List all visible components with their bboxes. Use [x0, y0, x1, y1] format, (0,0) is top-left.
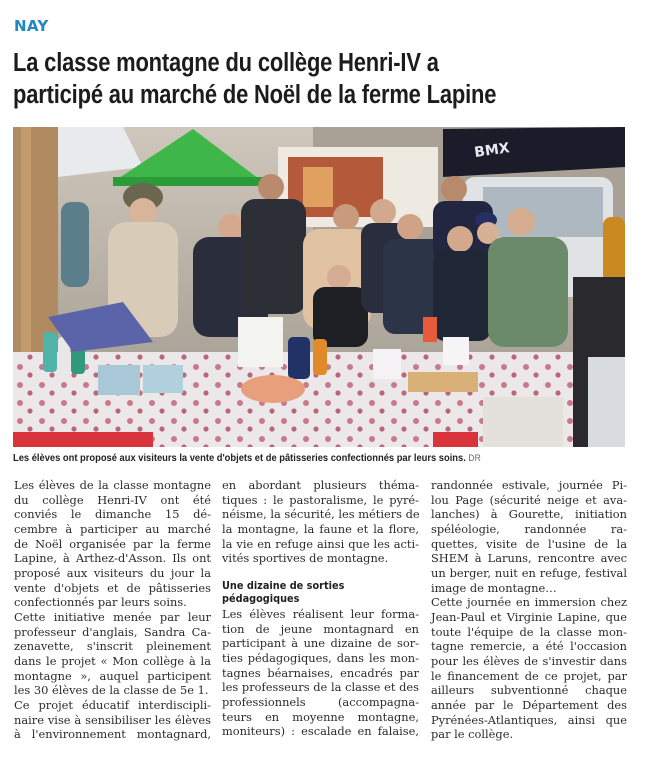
- body-line: de Noël organisée par la ferme: [14, 536, 211, 551]
- body-line: zenavette, s'inscrit pleinement: [14, 639, 211, 654]
- article-photo: [13, 127, 625, 447]
- body-line: un berger, nuit en refuge, festival: [431, 565, 627, 580]
- body-line: pour les élèves de s'investir dans: [431, 653, 627, 668]
- body-line: Pyrénées-Atlantiques, ainsi que: [431, 712, 627, 727]
- photo-credit: DR: [468, 453, 481, 464]
- article-column-3: [431, 478, 627, 742]
- body-line: Les élèves de la classe montagne: [14, 478, 211, 492]
- body-line: cembre à participer au marché: [14, 521, 211, 536]
- body-line: participant à une dizaine de sor-: [222, 636, 419, 651]
- body-line: spéléologie, randonnée ra-: [431, 521, 627, 536]
- photo-caption: [13, 452, 589, 465]
- body-line: vente d'objets et de pâtisseries: [14, 580, 211, 595]
- body-line: Les élèves réalisent leur forma-: [222, 606, 419, 621]
- body-line: lou Page (sécurité neige et ava-: [431, 492, 627, 507]
- body-line: teurs en moyenne montagne,: [222, 709, 419, 724]
- body-line: dans le projet « Mon collège à la: [14, 653, 211, 668]
- body-line: en abordant plusieurs théma-: [222, 478, 419, 492]
- article-column-2: [222, 478, 419, 739]
- body-line: Lapine, à Arthez-d'Asson. Ils ont: [14, 551, 211, 566]
- body-line: professionnels (accompagna-: [222, 694, 419, 709]
- body-line: toute l'équipe de la classe mon-: [431, 624, 627, 639]
- body-line: ailleurs subventionné chaque: [431, 683, 627, 698]
- market-stall-photo: [13, 127, 625, 447]
- body-line: professeur d'anglais, Sandra Ca-: [14, 624, 211, 639]
- body-line: à l'environnement montagnard,: [14, 727, 211, 742]
- body-line: le financement de ce projet, par: [431, 668, 627, 683]
- body-line: Ce projet éducatif interdiscipli-: [14, 697, 211, 712]
- headline: [13, 47, 645, 111]
- body-line: randonnée estivale, journée Pi-: [431, 478, 627, 492]
- body-line: proposé aux visiteurs du jour la: [14, 565, 211, 580]
- body-line: tagnes béarnaises, encadrés par: [222, 665, 419, 680]
- body-line: les professeurs de la classe et des: [222, 680, 419, 695]
- body-line: SHEM à Laruns, rencontre avec: [431, 551, 627, 566]
- headline-line-1: La classe montagne du collège Henri-IV a: [13, 49, 439, 77]
- body-line: année par le Département des: [431, 697, 627, 712]
- body-line: la montagne, la faune et la flore,: [222, 521, 419, 536]
- section-label: NAY: [14, 17, 49, 35]
- body-line: néisme, la sécurité, les métiers de: [222, 507, 420, 522]
- caption-text: Les élèves ont proposé aux visiteurs la vente d'objets et de pâtisseries confectionnés par leurs soins.: [13, 453, 466, 464]
- headline-line-2: participé au marché de Noël de la ferme Lapine: [13, 81, 497, 109]
- body-line: montagne », auquel participent: [14, 668, 211, 683]
- svg-text:BMX: BMX: [473, 140, 511, 161]
- body-line: Jean-Paul et Virginie Lapine, que: [431, 609, 627, 624]
- body-line: la vie en refuge ainsi que les acti-: [222, 536, 419, 551]
- body-line: par le collège.: [431, 727, 514, 742]
- body-line: Cette journée en immersion chez: [431, 595, 627, 610]
- body-line: image de montagne…: [431, 580, 557, 595]
- body-line: confectionnés par leurs soins.: [14, 595, 187, 610]
- body-line: ties pédagogiques, dans les mon-: [222, 650, 419, 665]
- body-line: tagne remercie, a été l'occasion: [431, 639, 627, 654]
- body-line: moniteurs) : escalade en falaise,: [222, 724, 419, 739]
- subheading: [222, 580, 403, 606]
- subheading-line-1: Une dizaine de sorties: [222, 579, 345, 592]
- body-line: les 30 élèves de la classe de 5e 1.: [14, 683, 209, 698]
- body-line: naire vise à sensibiliser les élèves: [14, 712, 211, 727]
- body-line: conviés le dimanche 15 dé-: [14, 507, 211, 522]
- body-line: tiques : le pastoralisme, le pyré-: [222, 492, 419, 507]
- body-line: Cette initiative menée par leur: [14, 609, 211, 624]
- body-line: vités sportives de montagne.: [222, 551, 389, 566]
- subheading-line-2: pédagogiques: [222, 592, 300, 605]
- body-line: quettes, visite de l'usine de la: [431, 536, 627, 551]
- article-column-1: [14, 478, 211, 742]
- body-line: lanches) à Gourette, initiation: [431, 507, 627, 522]
- body-line: tion de jeune montagnard en: [222, 621, 419, 636]
- body-line: du collège Henri-IV ont été: [14, 492, 211, 507]
